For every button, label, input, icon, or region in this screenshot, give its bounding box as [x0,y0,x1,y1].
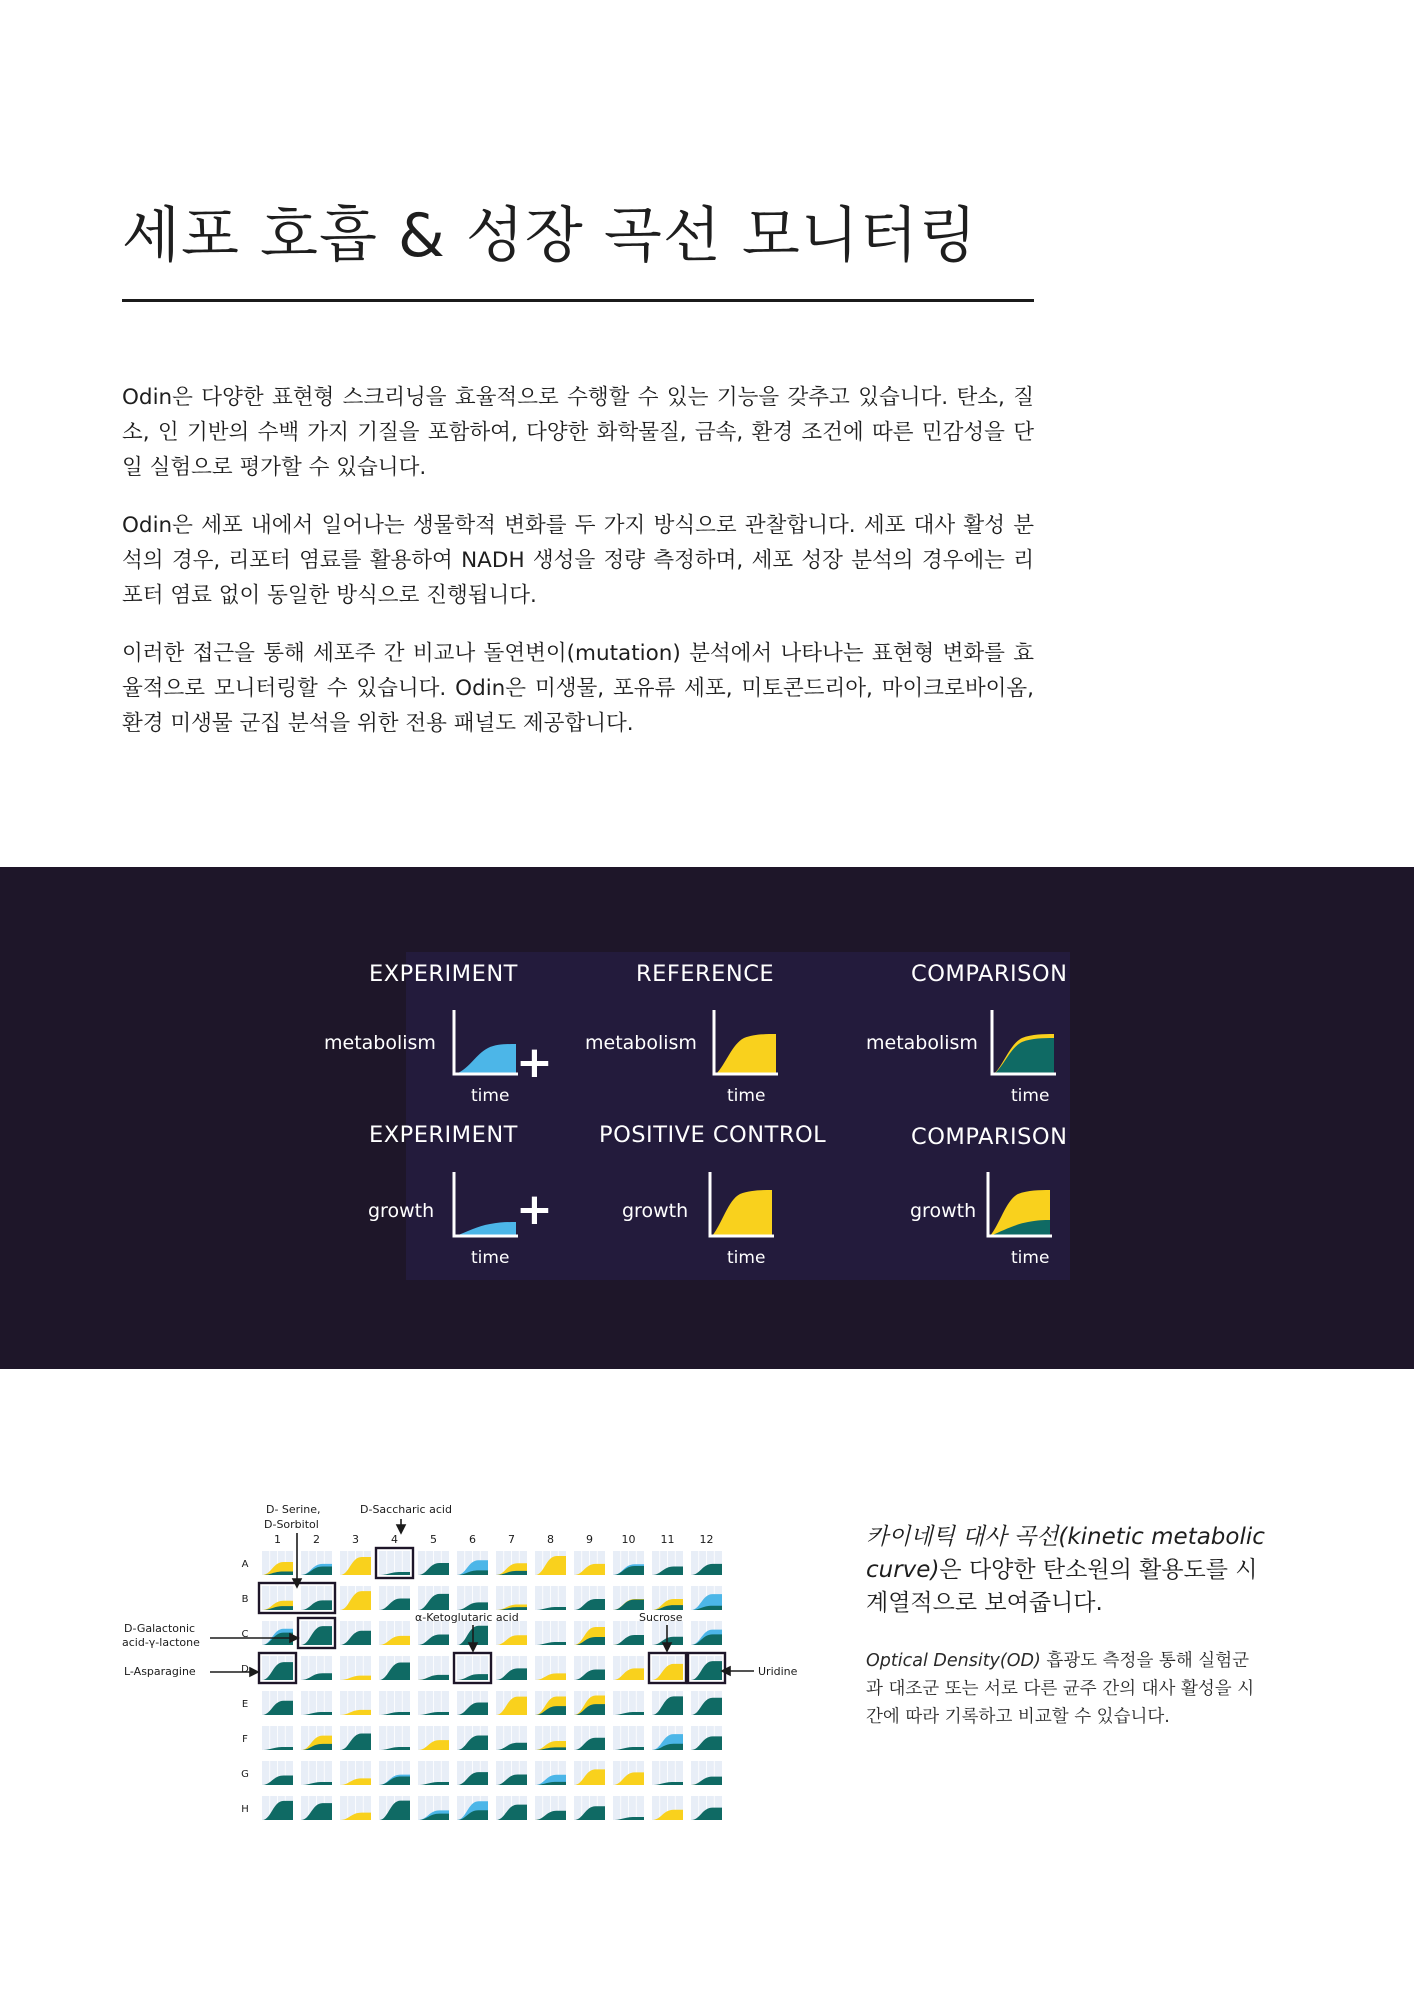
plate-well [496,1656,527,1680]
plate-well [379,1691,410,1715]
plate-column-label: 11 [660,1533,675,1546]
plate-well [535,1586,566,1610]
plate-well [574,1691,605,1715]
plate-well [613,1691,644,1715]
plate-row-label: H [241,1804,249,1815]
ylabel-growth-1: growth [368,1200,435,1222]
ylabel-metabolism-2: metabolism [585,1032,697,1054]
plate-well [691,1726,722,1750]
plate-well [379,1551,410,1575]
plate-column-label: 3 [352,1533,359,1546]
plate-well [379,1586,410,1610]
plate-well [262,1726,293,1750]
plate-well [574,1621,605,1645]
plate-well [613,1796,644,1820]
page-title: 세포 호흡 & 성장 곡선 모니터링 [122,201,978,271]
kinetic-term: 카이네틱 대사 곡선(kinetic metabolic curve) [866,1524,1265,1583]
plate-well [301,1796,332,1820]
mini-chart-comparison-metabolism [988,1008,1058,1076]
plate-well [574,1551,605,1575]
plate-well [574,1726,605,1750]
plate-well [652,1551,683,1575]
xlabel-time-6: time [1011,1248,1050,1268]
microplate-figure [120,1495,820,1835]
plus-icon: + [516,1037,553,1088]
plate-well [457,1691,488,1715]
plus-icon: + [516,1184,553,1235]
header-reference: REFERENCE [636,961,775,987]
plate-well [652,1796,683,1820]
ylabel-metabolism-3: metabolism [866,1032,978,1054]
ylabel-growth-3: growth [910,1200,977,1222]
label-sucrose: Sucrose [639,1611,683,1624]
kinetic-description [866,1521,1266,1620]
header-experiment-metabolism: EXPERIMENT [369,961,518,987]
plate-well [457,1726,488,1750]
plate-well [418,1691,449,1715]
plate-well [535,1691,566,1715]
plate-well [496,1726,527,1750]
plate-column-labels [274,1533,714,1546]
plate-well [613,1551,644,1575]
plate-well [379,1796,410,1820]
label-uridine: Uridine [758,1665,798,1678]
plate-column-label: 9 [586,1533,593,1546]
plate-well [418,1586,449,1610]
plate-well [379,1656,410,1680]
plate-column-label: 12 [699,1533,714,1546]
od-description [866,1647,1256,1731]
plate-well [301,1691,332,1715]
plate-row-label: D [241,1664,249,1675]
plate-well [418,1761,449,1785]
plate-well [535,1761,566,1785]
plate-well [613,1761,644,1785]
intro-paragraph-2: Odin은 세포 내에서 일어나는 생물학적 변화를 두 가지 방식으로 관찰합니다. 세포 대사 활성 분석의 경우, 리포터 염료를 활용하여 NADH 생성을 정량 측정하며, 세포 성장 분석의 경우에는 리포터 염료 없이 동일한 방식으로 진행됩니다. [122,513,1034,608]
plate-well [691,1691,722,1715]
plate-well [691,1656,722,1680]
title-divider [122,299,1034,302]
plate-well [691,1761,722,1785]
od-term: Optical Density(OD) [866,1651,1041,1671]
plate-well [574,1761,605,1785]
mini-chart-experiment-metabolism [450,1008,520,1076]
label-ketoglutaric: α-Ketoglutaric acid [415,1611,519,1624]
header-comparison-metabolism: COMPARISON [911,961,1068,987]
plate-well [418,1551,449,1575]
plate-well [574,1586,605,1610]
plate-well [301,1656,332,1680]
header-positive-control: POSITIVE CONTROL [599,1122,827,1148]
plate-well [496,1621,527,1645]
header-experiment-growth: EXPERIMENT [369,1122,518,1148]
mini-chart-positive-control-growth [706,1170,776,1238]
plate-well [496,1551,527,1575]
plate-well [613,1586,644,1610]
plate-column-label: 10 [621,1533,636,1546]
plate-well [652,1656,683,1680]
plate-well [691,1551,722,1575]
plate-well [262,1551,293,1575]
plate-well [340,1586,371,1610]
plate-well [340,1656,371,1680]
plate-well [652,1761,683,1785]
plate-well [457,1761,488,1785]
plate-well [418,1621,449,1645]
plate-column-label: 5 [430,1533,437,1546]
ylabel-metabolism-1: metabolism [324,1032,436,1054]
label-serine: D- Serine, [266,1503,321,1516]
kinetic-description-rest: 은 다양한 탄소원의 활용도를 시계열적으로 보여줍니다. [866,1557,1258,1616]
plate-well [340,1796,371,1820]
plate-well [418,1796,449,1820]
plate-well [613,1621,644,1645]
plate-well [652,1691,683,1715]
plate-well [691,1621,722,1645]
plate-column-label: 7 [508,1533,515,1546]
plate-well [613,1726,644,1750]
plate-well [691,1796,722,1820]
plate-well [301,1551,332,1575]
mini-chart-reference-metabolism [710,1008,780,1076]
plate-well [496,1691,527,1715]
label-sorbitol: D-Sorbitol [264,1518,319,1531]
plate-row-label: C [241,1629,249,1640]
plate-well [340,1621,371,1645]
plate-column-label: 2 [313,1533,320,1546]
plate-well [262,1621,293,1645]
plate-well [496,1586,527,1610]
intro-paragraph-3: 이러한 접근을 통해 세포주 간 비교나 돌연변이(mutation) 분석에서 나타나는 표현형 변화를 효율적으로 모니터링할 수 있습니다. Odin은 미생물, 포유류 세포, 미토콘드리아, 마이크로바이옴, 환경 미생물 군집 분석을 위한 전용 패널도 제공합니다. [122,641,1034,736]
plate-wells [262,1551,722,1820]
header-comparison-growth: COMPARISON [911,1124,1068,1150]
plate-row-label: B [241,1594,249,1605]
mini-chart-comparison-growth [984,1170,1054,1238]
plate-well [457,1551,488,1575]
plate-well [418,1726,449,1750]
plate-well [340,1726,371,1750]
plate-row-label: E [241,1699,249,1710]
od-description-rest: 흡광도 측정을 통해 실험군과 대조군 또는 서로 다른 균주 간의 대사 활성을 시간에 따라 기록하고 비교할 수 있습니다. [866,1651,1255,1727]
plate-well [652,1586,683,1610]
plate-well [496,1796,527,1820]
plate-row-labels [241,1559,249,1815]
plate-well [418,1656,449,1680]
plate-well [301,1761,332,1785]
plate-column-label: 1 [274,1533,281,1546]
plate-well [262,1761,293,1785]
label-saccharic: D-Saccharic acid [360,1503,452,1516]
plate-well [262,1691,293,1715]
plate-row-label: G [241,1769,249,1780]
plate-well [535,1551,566,1575]
plate-well [457,1656,488,1680]
plate-well [340,1551,371,1575]
plate-well [457,1796,488,1820]
plate-well [574,1796,605,1820]
xlabel-time-2: time [727,1086,766,1106]
plate-well [535,1796,566,1820]
xlabel-time-5: time [727,1248,766,1268]
plate-well [535,1621,566,1645]
plate-well [496,1761,527,1785]
plate-column-label: 8 [547,1533,554,1546]
plate-column-label: 6 [469,1533,476,1546]
xlabel-time-3: time [1011,1086,1050,1106]
ylabel-growth-2: growth [622,1200,689,1222]
xlabel-time-4: time [471,1248,510,1268]
label-galactonic-1: D-Galactonic [124,1622,196,1635]
plate-well [301,1621,332,1645]
label-galactonic-2: acid-γ-lactone [122,1636,200,1649]
xlabel-time-1: time [471,1086,510,1106]
plate-well [301,1726,332,1750]
plate-well [613,1656,644,1680]
plate-well [574,1656,605,1680]
label-asparagine: L-Asparagine [124,1665,196,1678]
plate-well [262,1656,293,1680]
plate-well [379,1761,410,1785]
plate-well [457,1586,488,1610]
plate-well [379,1726,410,1750]
plate-well [340,1761,371,1785]
plate-row-label: F [242,1734,248,1745]
plate-well [379,1621,410,1645]
plate-well [691,1586,722,1610]
plate-well [652,1726,683,1750]
plate-well [262,1796,293,1820]
plate-well [535,1726,566,1750]
plate-well [262,1586,293,1610]
mini-chart-experiment-growth [450,1170,520,1238]
intro-paragraph-1: Odin은 다양한 표현형 스크리닝을 효율적으로 수행할 수 있는 기능을 갖추고 있습니다. 탄소, 질소, 인 기반의 수백 가지 기질을 포함하여, 다양한 화학물질, 금속, 환경 조건에 따른 민감성을 단일 실험으로 평가할 수 있습니다. [122,385,1034,480]
plate-well [301,1586,332,1610]
plate-column-label: 4 [391,1533,398,1546]
plate-row-label: A [241,1559,249,1570]
plate-well [340,1691,371,1715]
plate-well [535,1656,566,1680]
